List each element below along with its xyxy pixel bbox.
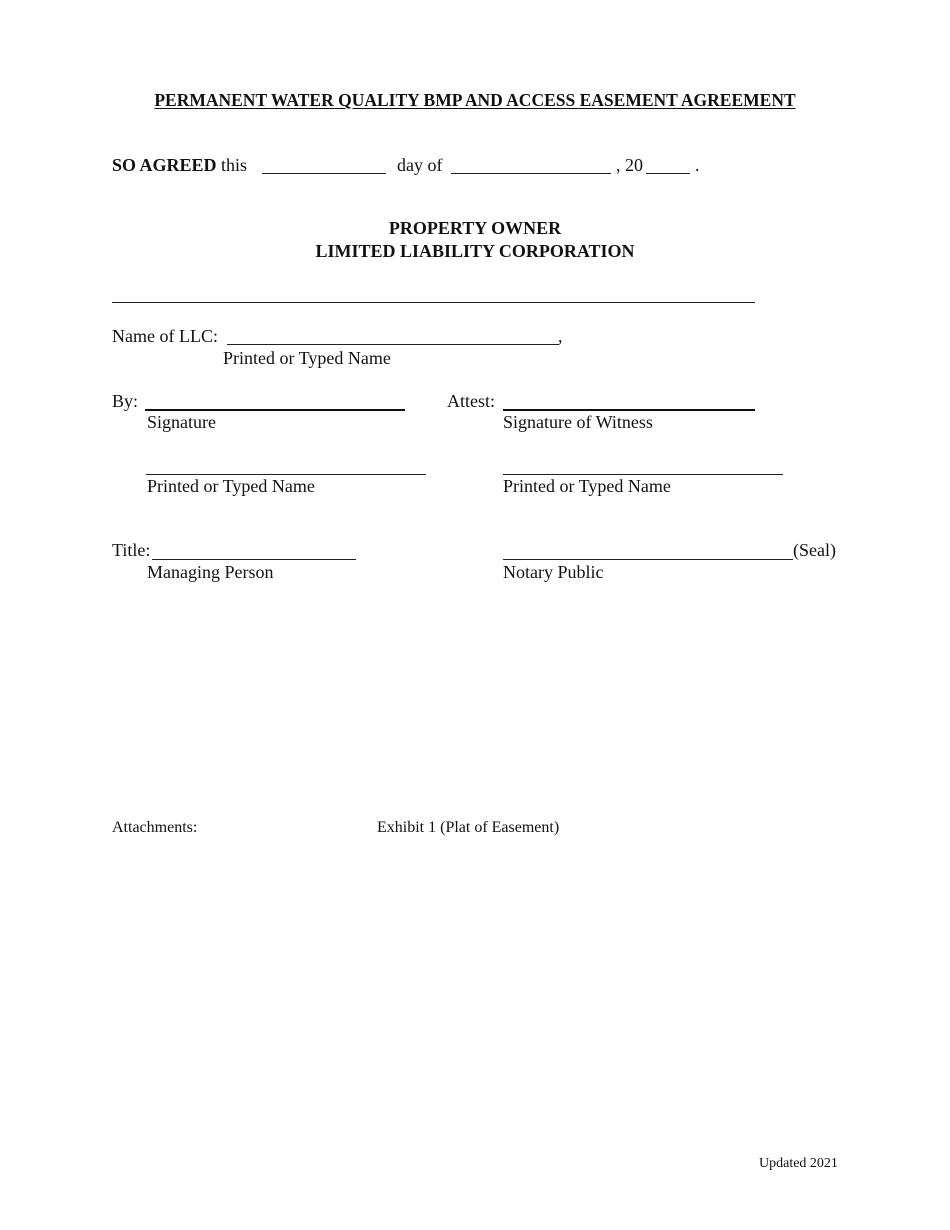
attachments-value: Exhibit 1 (Plat of Easement) — [377, 819, 560, 836]
notary-blank[interactable] — [503, 559, 793, 560]
title-caption: Managing Person — [147, 562, 274, 582]
attest-caption: Signature of Witness — [503, 412, 653, 432]
notary-caption: Notary Public — [503, 562, 604, 582]
month-blank[interactable] — [451, 173, 611, 174]
so-agreed-this: this — [221, 155, 248, 175]
left-printed-name-caption: Printed or Typed Name — [147, 476, 315, 496]
title-label: Title: — [112, 540, 151, 560]
separator-line — [112, 302, 755, 303]
llc-name-blank[interactable] — [227, 344, 559, 345]
attest-signature-blank[interactable] — [503, 409, 755, 411]
day-blank[interactable] — [262, 173, 386, 174]
left-printed-name-blank[interactable] — [146, 474, 426, 475]
so-agreed-label — [112, 155, 247, 176]
day-of-label: day of — [397, 155, 443, 175]
by-label: By: — [112, 391, 139, 411]
llc-comma: , — [558, 326, 563, 346]
agreed-period: . — [695, 155, 700, 175]
footer-updated: Updated 2021 — [759, 1156, 838, 1171]
title-blank[interactable] — [152, 559, 356, 560]
so-agreed-bold: SO AGREED — [112, 155, 217, 175]
llc-label: Name of LLC: — [112, 326, 218, 346]
by-signature-blank[interactable] — [145, 409, 405, 411]
attest-label: Attest: — [447, 391, 495, 411]
document-title: PERMANENT WATER QUALITY BMP AND ACCESS EASEMENT AGREEMENT — [154, 90, 796, 110]
by-caption: Signature — [147, 412, 216, 432]
llc-caption: Printed or Typed Name — [223, 348, 391, 368]
attachments-label: Attachments: — [112, 819, 198, 836]
right-printed-name-caption: Printed or Typed Name — [503, 476, 671, 496]
party-heading-line2: LIMITED LIABILITY CORPORATION — [315, 241, 635, 261]
seal-label: (Seal) — [793, 540, 836, 560]
right-printed-name-blank[interactable] — [503, 474, 783, 475]
year-blank[interactable] — [646, 173, 690, 174]
party-heading-line1: PROPERTY OWNER — [388, 218, 562, 238]
year-prefix: , 20 — [616, 155, 643, 175]
